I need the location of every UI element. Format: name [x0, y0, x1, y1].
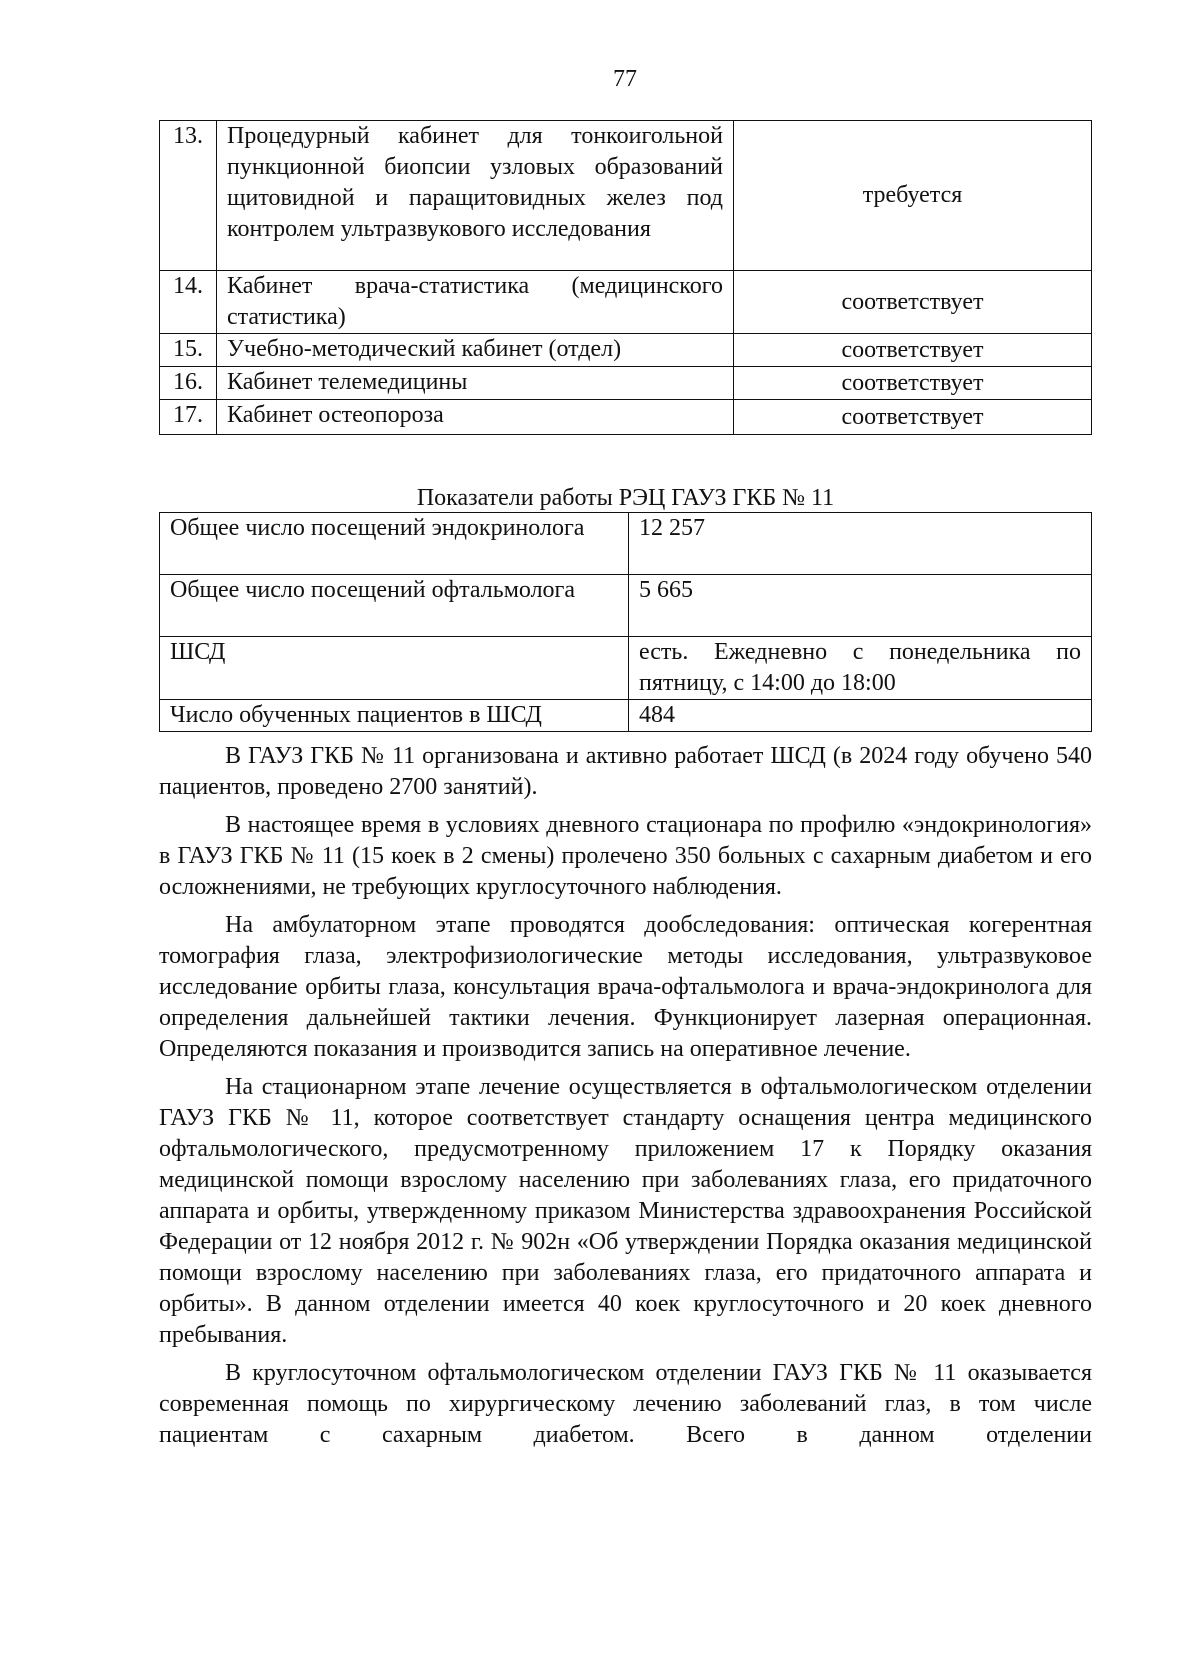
table-row — [160, 334, 1092, 367]
table-row — [160, 513, 1092, 575]
room-status: требуется — [734, 121, 1092, 271]
row-number: 14. — [160, 271, 217, 334]
row-number: 16. — [160, 367, 217, 400]
room-status: соответствует — [734, 367, 1092, 400]
room-name: Кабинет остеопороза — [217, 400, 734, 435]
table-row — [160, 700, 1092, 732]
room-status: соответствует — [734, 334, 1092, 367]
table-row — [160, 400, 1092, 435]
paragraph: На стационарном этапе лечение осуществляется в офтальмологическом отделении ГАУЗ ГКБ № 11, которое соответствует стандарту оснащения центра медицинского офтальмологического, предусмотренному приложением 17 к Порядку оказания медицинской помощи взрослому населению при заболеваниях глаза, его придаточного аппарата и орбиты, утвержденному приказом Министерства здравоохранения Российской Федерации от 12 ноября 2012 г. № 902н «Об утверждении Порядка оказания медицинской помощи взрослому населению при заболеваниях глаза, его придаточного аппарата и орбиты». В данном отделении имеется 40 коек круглосуточного и 20 коек дневного пребывания. — [159, 1074, 1092, 1348]
indicator-value: 5 665 — [629, 575, 1092, 637]
page-number: 77 — [613, 66, 637, 92]
indicator-value: 484 — [629, 700, 1092, 732]
indicator-label: Общее число посещений эндокринолога — [160, 513, 629, 575]
indicator-label: ШСД — [160, 637, 629, 700]
indicator-value: 12 257 — [629, 513, 1092, 575]
paragraph: В настоящее время в условиях дневного стационара по профилю «эндокринология» в ГАУЗ ГКБ № 11 (15 коек в 2 смены) пролечено 350 больных с сахарным диабетом и его осложнениями, не требующих круглосуточного наблюдения. — [159, 812, 1092, 900]
room-status: соответствует — [734, 271, 1092, 334]
indicators-title: Показатели работы РЭЦ ГАУЗ ГКБ № 11 — [416, 485, 835, 511]
table-row — [160, 271, 1092, 334]
row-number: 17. — [160, 400, 217, 435]
room-name: Кабинет телемедицины — [217, 367, 734, 400]
paragraph: На амбулаторном этапе проводятся дообследования: оптическая когерентная томография глаза, электрофизиологические методы исследования, ультразвуковое исследование орбиты глаза, консультация врача-офтальмолога и врача-эндокринолога для определения дальнейшей тактики лечения. Функционирует лазерная операционная. Определяются показания и производится запись на оперативное лечение. — [159, 912, 1092, 1062]
room-status: соответствует — [734, 400, 1092, 435]
indicator-label: Число обученных пациентов в ШСД — [160, 700, 629, 732]
paragraph: В ГАУЗ ГКБ № 11 организована и активно работает ШСД (в 2024 году обучено 540 пациентов, проведено 2700 занятий). — [159, 743, 1092, 800]
table-row — [160, 637, 1092, 700]
room-name: Учебно-методический кабинет (отдел) — [217, 334, 734, 367]
row-number: 13. — [160, 121, 217, 271]
table-row — [160, 575, 1092, 637]
room-name: Кабинет врача-статистика (медицинского статистика) — [217, 271, 734, 334]
row-number: 15. — [160, 334, 217, 367]
paragraph: В круглосуточном офтальмологическом отделении ГАУЗ ГКБ № 11 оказывается современная помощь по хирургическому лечению заболеваний глаз, в том числе пациентам с сахарным диабетом. Всего в данном отделении — [159, 1360, 1092, 1448]
indicator-label: Общее число посещений офтальмолога — [160, 575, 629, 637]
body-text — [159, 741, 1092, 1458]
table-row — [160, 121, 1092, 271]
table-row — [160, 367, 1092, 400]
room-name: Процедурный кабинет для тонкоигольной пункционной биопсии узловых образований щитовидной и паращитовидных желез под контролем ультразвукового исследования — [217, 121, 734, 271]
indicators-table — [159, 512, 1092, 732]
indicator-value: есть. Ежедневно с понедельника по пятницу, с 14:00 до 18:00 — [629, 637, 1092, 700]
facilities-table — [159, 120, 1092, 435]
